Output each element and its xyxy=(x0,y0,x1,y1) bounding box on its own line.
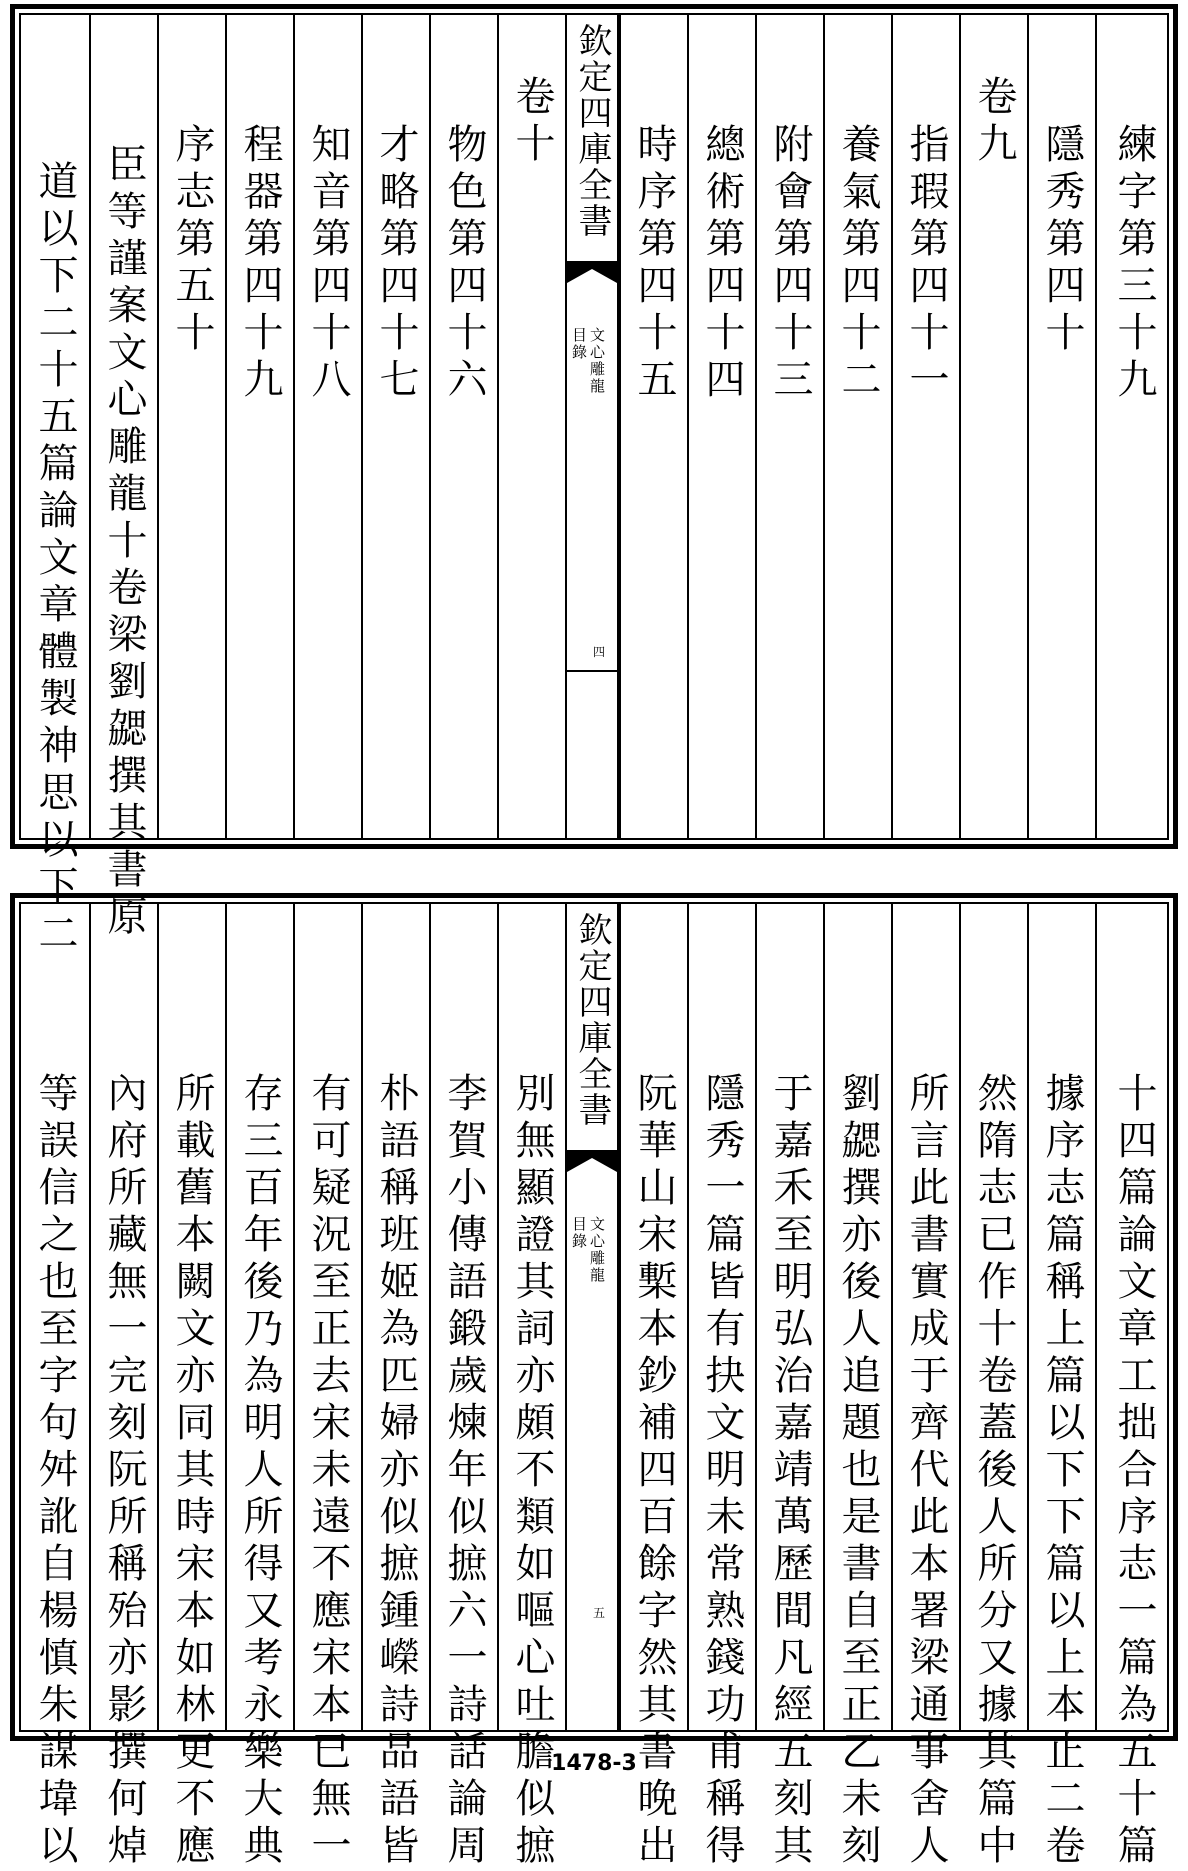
column-text: 養氣第四十二 xyxy=(835,123,881,405)
text-column xyxy=(497,15,565,838)
column-text: 知音第四十八 xyxy=(305,123,351,405)
text-column xyxy=(687,904,755,1871)
center-page-number: 五 xyxy=(593,1606,606,1620)
center-page-number: 四 xyxy=(593,645,606,659)
column-text: 然隋志已作十卷蓋後人所分又據其篇中 xyxy=(971,1072,1017,1871)
text-column xyxy=(891,904,959,1871)
text-column xyxy=(225,15,293,838)
column-text: 朴語稱班姬為匹婦亦似摭鍾嶸詩品語皆 xyxy=(373,1072,419,1871)
column-text: 隱秀第四十 xyxy=(1039,123,1085,358)
center-title: 欽定四庫全書 xyxy=(572,912,612,1128)
column-text: 時序第四十五 xyxy=(631,123,677,405)
center-section-title: 目錄 xyxy=(570,1216,588,1250)
text-column xyxy=(89,904,157,1871)
text-column xyxy=(293,15,361,838)
column-text: 等誤信之也至字句舛訛自楊慎朱謀㙔以 xyxy=(32,1072,78,1871)
text-column xyxy=(959,15,1027,838)
column-text: 指瑕第四十一 xyxy=(903,123,949,405)
text-column xyxy=(823,904,891,1871)
column-text: 附會第四十三 xyxy=(767,123,813,405)
text-column xyxy=(21,904,89,1871)
text-column xyxy=(891,15,959,838)
text-column xyxy=(959,904,1027,1871)
text-column xyxy=(823,15,891,838)
center-section-title: 目錄 xyxy=(570,327,588,361)
text-column xyxy=(497,904,565,1871)
column-text: 練字第三十九 xyxy=(1111,123,1157,405)
text-column xyxy=(361,15,429,838)
text-column xyxy=(225,904,293,1871)
column-text: 阮華山宋槧本鈔補四百餘字然其書晚出 xyxy=(631,1072,677,1871)
text-column xyxy=(429,904,497,1871)
column-text: 卷十 xyxy=(509,75,555,169)
text-column xyxy=(687,15,755,838)
fishtail-mark xyxy=(567,261,617,283)
center-book-title: 文心雕龍 xyxy=(588,1216,606,1284)
text-column xyxy=(1027,15,1095,838)
column-text: 有可疑況至正去宋未遠不應宋本已無一 xyxy=(305,1072,351,1871)
center-title: 欽定四庫全書 xyxy=(572,23,612,239)
text-column xyxy=(619,15,687,838)
column-text: 所載舊本闕文亦同其時宋本如林更不應 xyxy=(169,1072,215,1871)
text-column xyxy=(1095,15,1171,838)
column-text: 所言此書實成于齊代此本署梁通事舍人 xyxy=(903,1072,949,1871)
column-text: 總術第四十四 xyxy=(699,123,745,405)
column-text: 存三百年後乃為明人所得又考永樂大典 xyxy=(237,1072,283,1871)
text-column xyxy=(157,15,225,838)
text-column xyxy=(429,15,497,838)
column-text: 內府所藏無一完刻阮所稱殆亦影撰何焯 xyxy=(101,1072,147,1871)
column-text: 卷九 xyxy=(971,75,1017,169)
page-top-frame xyxy=(19,13,1169,959)
fishtail-mark xyxy=(567,1150,617,1172)
text-column xyxy=(361,904,429,1871)
text-column xyxy=(1095,904,1171,1871)
column-text: 臣等謹案文心雕龍十卷梁劉勰撰其書原 xyxy=(101,143,147,942)
column-text: 序志第五十 xyxy=(169,123,215,358)
column-text: 隱秀一篇皆有抉文明未常熟錢功甫稱得 xyxy=(699,1072,745,1871)
column-text: 于嘉禾至明弘治嘉靖萬歷間凡經五刻其 xyxy=(767,1072,813,1871)
column-text: 才略第四十七 xyxy=(373,123,419,405)
column-text: 據序志篇稱上篇以下下篇以上本止二卷 xyxy=(1039,1072,1085,1871)
text-column xyxy=(21,15,89,959)
text-column xyxy=(293,904,361,1871)
center-fold-column xyxy=(565,904,619,1730)
text-column xyxy=(619,904,687,1871)
column-text: 別無顯證其詞亦頗不類如嘔心吐膽似摭 xyxy=(509,1072,555,1871)
center-divider xyxy=(567,670,617,672)
center-fold-column xyxy=(565,15,619,838)
center-book-title: 文心雕龍 xyxy=(588,327,606,395)
text-column xyxy=(755,15,823,838)
column-text: 程器第四十九 xyxy=(237,123,283,405)
text-column xyxy=(89,15,157,942)
text-column xyxy=(157,904,225,1871)
column-text: 道以下二十五篇論文章體製神思以下二 xyxy=(32,160,78,959)
text-column xyxy=(1027,904,1095,1871)
column-text: 物色第四十六 xyxy=(441,123,487,405)
column-text: 李賀小傳語鍛歲煉年似摭六一詩話論周 xyxy=(441,1072,487,1871)
page-top xyxy=(10,4,1178,959)
page-footer-number: 1478-3 xyxy=(551,1751,637,1776)
text-column xyxy=(755,904,823,1871)
column-text: 十四篇論文章工拙合序志一篇為五十篇 xyxy=(1111,1072,1157,1871)
column-text: 劉勰撰亦後人追題也是書自至正乙未刻 xyxy=(835,1072,881,1871)
